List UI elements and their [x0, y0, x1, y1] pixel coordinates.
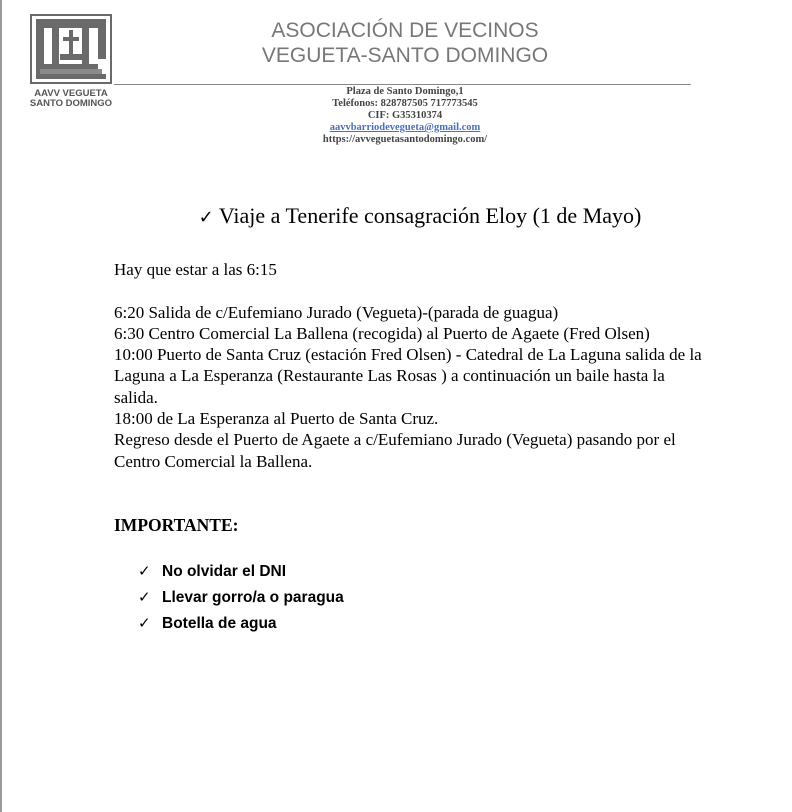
itinerary-line: 6:20 Salida de c/Eufemiano Jurado (Vegueta)-(parada de guagua) — [114, 302, 559, 322]
org-title-line1: ASOCIACIÓN DE VECINOS — [271, 19, 539, 42]
checkmark-icon: ✓ — [198, 207, 214, 228]
checklist-item-label: Llevar gorro/a o paragua — [162, 589, 344, 606]
website-line: https://avveguetasantodomingo.com/ — [322, 134, 488, 145]
itinerary-line: 10:00 Puerto de Santa Cruz (estación Fred Olsen) - Catedral de La Laguna salida de la Laguna a La Esperanza (Restaurante Las Rosas ) a continuación un baile hasta la salida. — [114, 345, 702, 407]
intro-paragraph: Hay que estar a las 6:15 — [114, 260, 277, 279]
email-link[interactable]: aavvbarriodevegueta@gmail.com — [329, 122, 481, 133]
checkmark-icon: ✓ — [138, 562, 151, 580]
document-title — [90, 203, 750, 231]
important-heading: IMPORTANTE: — [114, 515, 239, 535]
checklist-item — [138, 560, 344, 586]
organization-title — [230, 18, 580, 68]
itinerary-body — [114, 259, 704, 472]
org-title-line2: VEGUETA-SANTO DOMINGO — [261, 44, 549, 67]
cif-line: CIF: G35310374 — [367, 110, 443, 121]
checklist-item-label: No olvidar el DNI — [162, 563, 287, 580]
phones-line: Teléfonos: 828787505 717773545 — [332, 98, 478, 109]
logo-caption-line2: SANTO DOMINGO — [29, 98, 113, 109]
address-line: Plaza de Santo Domingo,1 — [346, 86, 464, 97]
checkmark-icon: ✓ — [138, 614, 151, 632]
checklist-item-label: Botella de agua — [162, 615, 277, 632]
contact-block — [230, 86, 580, 146]
checklist-item — [138, 586, 344, 612]
checklist-item — [138, 612, 344, 638]
itinerary-line: 18:00 de La Esperanza al Puerto de Santa Cruz. — [114, 409, 439, 429]
itinerary-line: 6:30 Centro Comercial La Ballena (recogida) al Puerto de Agaete (Fred Olsen) — [114, 323, 650, 343]
logo-caption-line1: AAVV VEGUETA — [34, 88, 108, 99]
page-left-border — [0, 0, 2, 812]
itinerary-line: Regreso desde el Puerto de Agaete a c/Eufemiano Jurado (Vegueta) pasando por el Centro Comercial la Ballena. — [114, 430, 676, 471]
header-divider — [114, 84, 691, 85]
document-title-text: Viaje a Tenerife consagración Eloy (1 de Mayo) — [218, 203, 642, 228]
checklist — [138, 560, 344, 638]
checkmark-icon: ✓ — [138, 588, 151, 606]
church-logo-icon — [30, 14, 112, 84]
association-logo — [28, 14, 114, 109]
